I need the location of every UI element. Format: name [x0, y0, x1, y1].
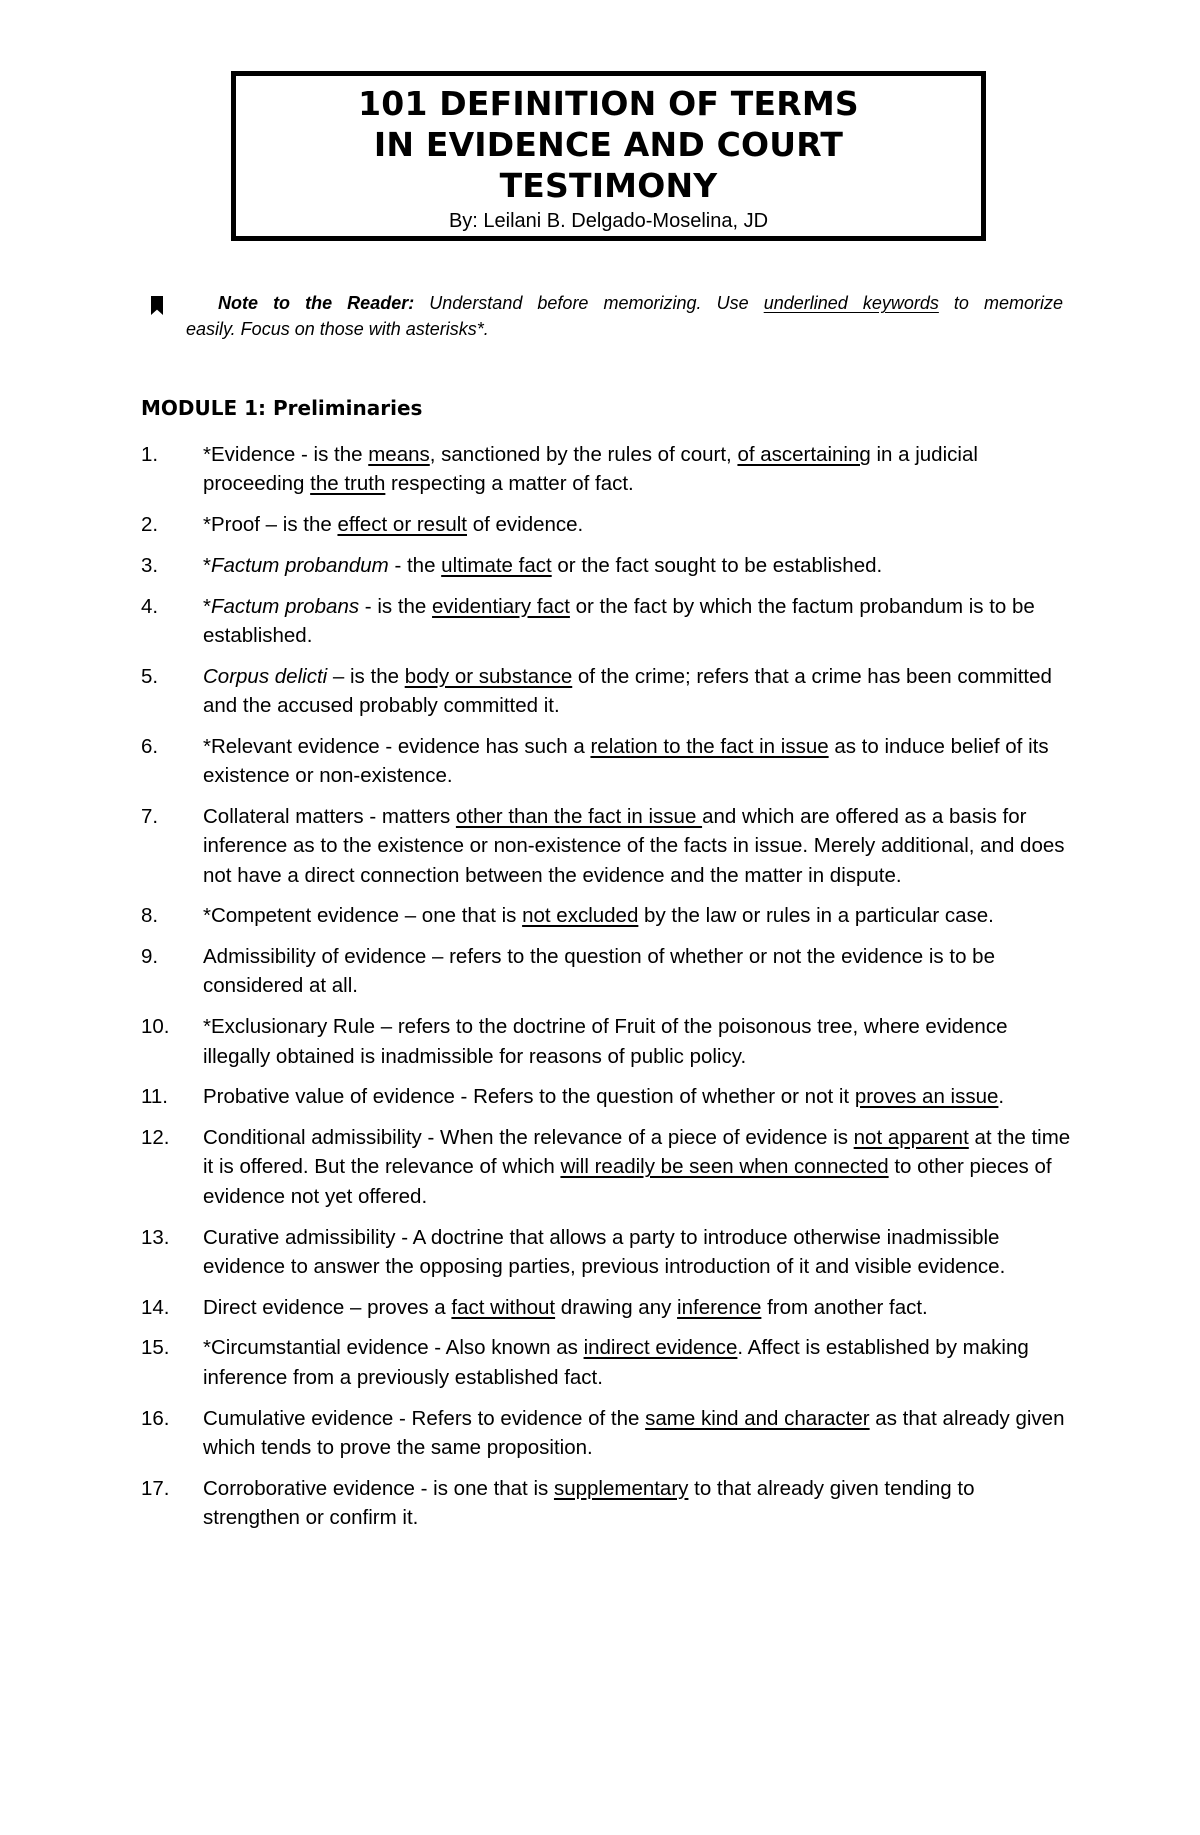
item-text	[203, 732, 1071, 791]
text-run: respecting a matter of fact.	[385, 472, 634, 496]
item-number: 10.	[141, 1015, 170, 1039]
text-run: Corroborative evidence - is one that is	[203, 1476, 554, 1500]
list-item	[141, 510, 1071, 539]
list-item	[141, 1404, 1071, 1463]
text-run: *	[203, 594, 211, 618]
text-run: . Affect is established by making inference from a previously established fact.	[203, 1336, 1029, 1389]
text-run: drawing any	[555, 1295, 678, 1319]
text-run: Conditional admissibility - When the relevance of a piece of evidence is	[203, 1126, 854, 1150]
item-number: 5.	[141, 664, 159, 688]
item-text	[203, 592, 1071, 651]
note-line-1	[143, 290, 1063, 316]
text-run: by the law or rules in a particular case.	[638, 904, 994, 928]
text-run: Admissibility of evidence – refers to the question of whether or not the evidence is to be considered at all.	[203, 945, 995, 998]
text-run: *Proof – is the	[203, 513, 338, 537]
note-label: Note to the Reader:	[218, 293, 415, 313]
underlined-keyword: will readily be seen when connected	[560, 1155, 889, 1179]
note-keyword: underlined keywords	[763, 293, 939, 313]
item-text	[203, 1293, 1071, 1322]
text-run: .	[998, 1085, 1005, 1109]
underlined-keyword: supplementary	[553, 1476, 689, 1500]
text-run: *	[203, 553, 211, 577]
item-number: 16.	[141, 1406, 170, 1430]
text-run: or the fact by which the factum probandum is to be established.	[203, 594, 1035, 647]
item-text	[203, 1474, 1071, 1533]
list-item	[141, 901, 1071, 930]
item-number: 15.	[141, 1336, 170, 1360]
list-item	[141, 1293, 1071, 1322]
list-item	[141, 662, 1071, 721]
module-heading: MODULE 1: Preliminaries	[141, 396, 423, 420]
list-item	[141, 942, 1071, 1001]
note-line-2: easily. Focus on those with asterisks*.	[186, 319, 489, 339]
text-run: *Evidence - is the	[203, 443, 369, 466]
item-text	[203, 1123, 1071, 1211]
text-run: *Circumstantial evidence - Also known as	[203, 1336, 584, 1360]
underlined-keyword: fact without	[451, 1295, 556, 1319]
text-run: *Competent evidence – one that is	[203, 904, 523, 928]
underlined-keyword: ultimate fact	[441, 553, 552, 577]
underlined-keyword: not apparent	[853, 1126, 969, 1150]
italic-term: Factum probans	[210, 594, 360, 618]
list-item	[141, 592, 1071, 651]
item-text	[203, 1082, 1071, 1111]
item-number: 2.	[141, 513, 159, 537]
title-box	[231, 71, 986, 241]
item-text	[203, 1223, 1071, 1282]
text-run: Curative admissibility - A doctrine that allows a party to introduce otherwise inadmissible evidence to answer the opposing parties, previous introduction of it and visible evidence.	[203, 1225, 1006, 1278]
text-run: – is the	[327, 664, 405, 688]
list-item	[141, 1082, 1071, 1111]
underlined-keyword: effect or result	[337, 513, 467, 537]
text-run: Probative value of evidence - Refers to the question of whether or not it	[203, 1085, 855, 1109]
list-item	[141, 1333, 1071, 1392]
text-run: or the fact sought to be established.	[551, 553, 883, 577]
item-text	[203, 551, 1071, 580]
list-item	[141, 732, 1071, 791]
list-item	[141, 802, 1071, 890]
item-text	[203, 942, 1071, 1001]
underlined-keyword: evidentiary fact	[432, 594, 570, 618]
item-number: 8.	[141, 904, 159, 928]
underlined-keyword: other than the fact in issue	[455, 804, 703, 828]
item-text	[203, 440, 1071, 499]
item-number: 17.	[141, 1476, 170, 1500]
item-number: 9.	[141, 945, 159, 969]
underlined-keyword: proves an issue	[854, 1085, 999, 1109]
item-number: 11.	[141, 1085, 168, 1109]
underlined-keyword: indirect evidence	[583, 1336, 738, 1360]
text-run: - is the	[359, 594, 433, 618]
author-byline: By: Leilani B. Delgado-Moselina, JD	[448, 210, 769, 232]
item-number: 13.	[141, 1225, 170, 1249]
underlined-keyword: inference	[677, 1295, 762, 1319]
item-number: 6.	[141, 734, 159, 758]
text-run: from another fact.	[761, 1295, 928, 1319]
italic-term: Factum probandum	[210, 553, 389, 577]
text-run: and which are offered as a basis for inference as to the existence or non-existence of the facts in issue. Merely additional, and does not have a direct connection between the evidence and the matter in dispute.	[203, 804, 1065, 887]
note-text-a: Understand before memorizing. Use	[414, 293, 764, 313]
underlined-keyword: means	[368, 443, 430, 466]
italic-term: Corpus delicti	[203, 664, 328, 688]
item-number: 14.	[141, 1295, 170, 1319]
item-text	[203, 802, 1071, 890]
item-text	[203, 1404, 1071, 1463]
text-run: at the time it is offered. But the relevance of which	[203, 1126, 1071, 1179]
note-text-b: to memorize	[938, 293, 1064, 313]
list-item	[141, 551, 1071, 580]
item-number: 1.	[141, 443, 159, 466]
item-text	[203, 901, 1071, 930]
list-item	[141, 1012, 1071, 1071]
item-text	[203, 1333, 1071, 1392]
document-title-line-1: 101 DEFINITION OF TERMS	[358, 84, 859, 123]
text-run: of the crime; refers that a crime has been committed and the accused probably committed it.	[203, 664, 1052, 718]
underlined-keyword: relation to the fact in issue	[590, 734, 829, 758]
underlined-keyword: the truth	[310, 472, 386, 496]
text-run: - the	[388, 553, 442, 577]
item-text	[203, 662, 1071, 721]
item-number: 3.	[141, 553, 159, 577]
text-run: in a judicial proceeding	[203, 443, 978, 496]
list-item	[141, 1123, 1071, 1211]
list-item	[141, 1474, 1071, 1533]
text-run: Cumulative evidence - Refers to evidence of the	[203, 1406, 646, 1430]
list-item	[141, 1223, 1071, 1282]
text-run: as that already given which tends to prove the same proposition.	[203, 1406, 1065, 1459]
text-run: of evidence.	[467, 513, 584, 537]
text-run: to other pieces of evidence not yet offered.	[203, 1155, 1052, 1208]
list-item	[141, 440, 1071, 499]
item-number: 4.	[141, 594, 159, 618]
document-title-line-2: IN EVIDENCE AND COURT	[373, 125, 844, 164]
text-run: Collateral matters - matters	[203, 804, 456, 828]
item-text	[203, 1012, 1071, 1071]
definitions-list	[141, 440, 1071, 1544]
item-number: 12.	[141, 1126, 170, 1150]
text-run: *Exclusionary Rule – refers to the doctrine of Fruit of the poisonous tree, where evidence illegally obtained is inadmissible for reasons of public policy.	[203, 1015, 1008, 1068]
text-run: , sanctioned by the rules of court,	[429, 443, 738, 466]
text-run: *Relevant evidence - evidence has such a	[203, 734, 591, 758]
underlined-keyword: body or substance	[404, 664, 573, 688]
item-number: 7.	[141, 804, 159, 828]
underlined-keyword: same kind and character	[645, 1406, 870, 1430]
note-to-reader	[143, 290, 1063, 342]
item-text	[203, 510, 1071, 539]
text-run: as to induce belief of its existence or non-existence.	[203, 734, 1049, 788]
text-run: Direct evidence – proves a	[203, 1295, 452, 1319]
underlined-keyword: of ascertaining	[737, 443, 871, 466]
document-title-line-3: TESTIMONY	[499, 166, 718, 205]
text-run: to that already given tending to strengthen or confirm it.	[203, 1476, 975, 1529]
underlined-keyword: not excluded	[522, 904, 639, 928]
